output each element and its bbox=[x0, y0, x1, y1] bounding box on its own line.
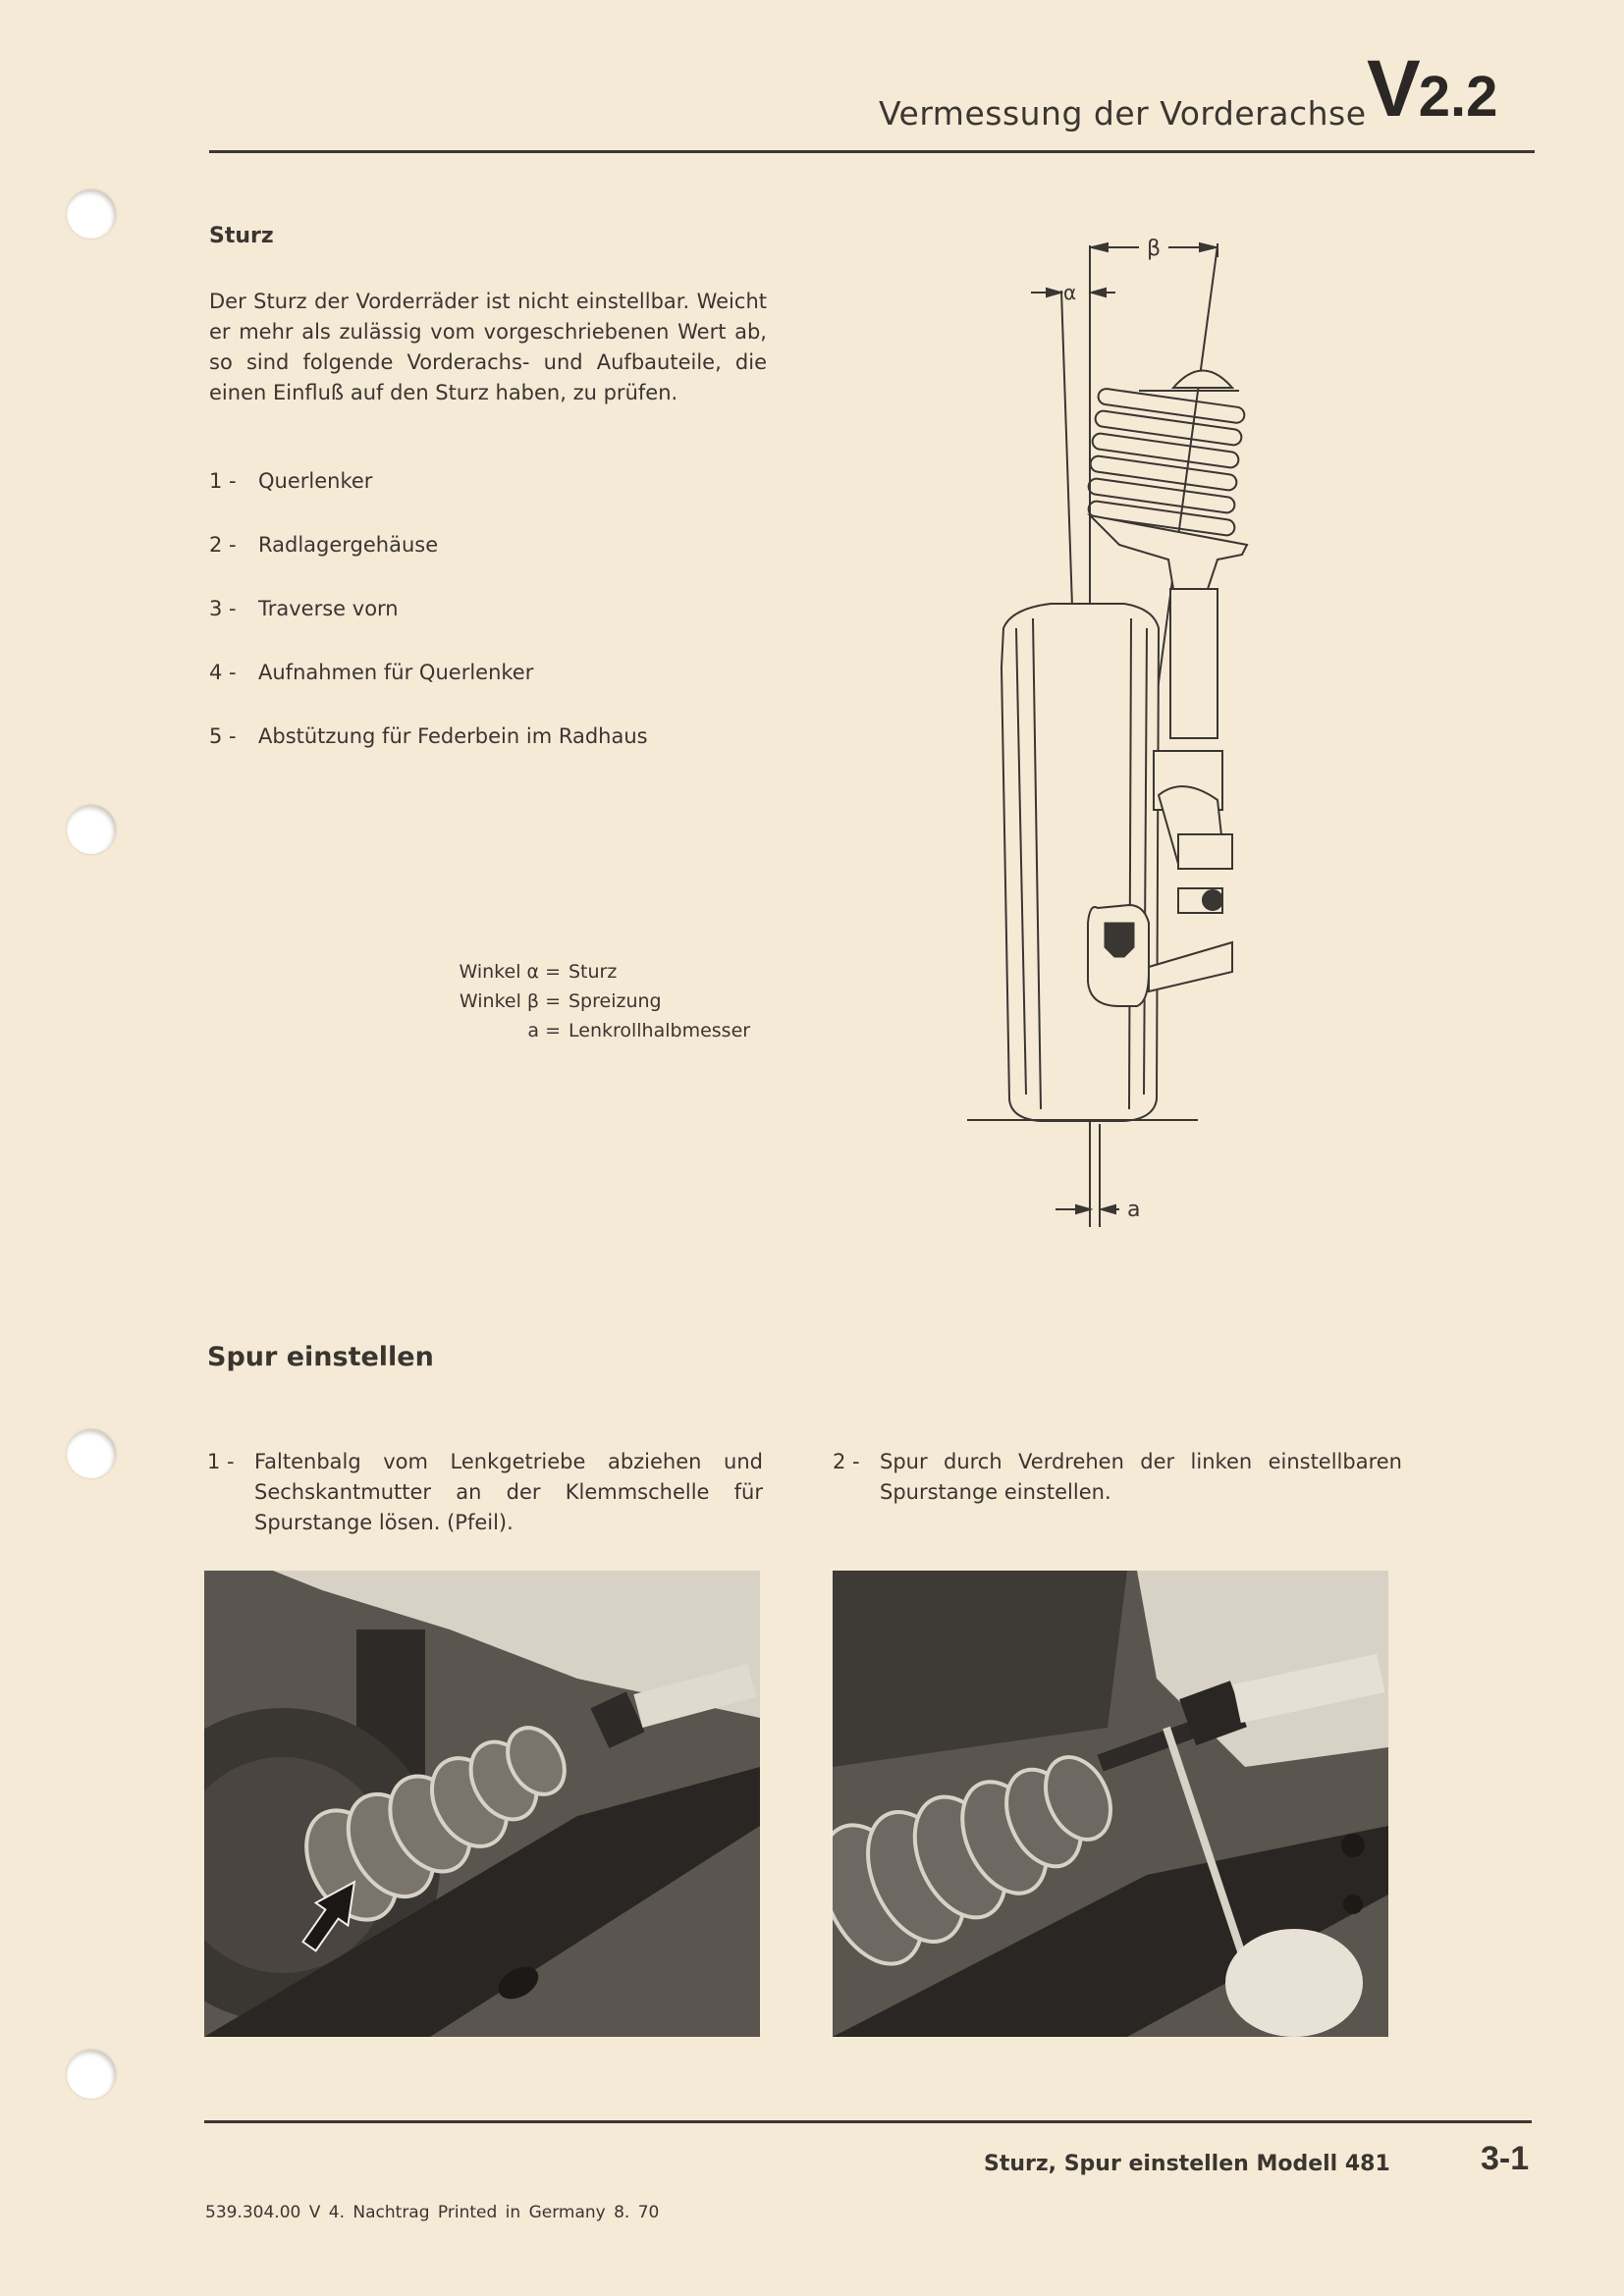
section-number: 2.2 bbox=[1418, 65, 1498, 129]
step-1: 1 - Faltenbalg vom Lenkgetriebe abziehen und Sechskantmutter an der Klemmschelle für Spurstange lösen. (Pfeil). bbox=[207, 1450, 763, 1534]
sturz-paragraph: Der Sturz der Vorderräder ist nicht einstellbar. Weicht er mehr als zulässig vom vorgeschriebenen Wert ab, so sind folgende Vorderachs- und Aufbauteile, die einen Einfluß auf den Sturz haben, zu prüfen. bbox=[209, 290, 767, 404]
hole-punch bbox=[67, 1429, 116, 1478]
hole-punch bbox=[67, 805, 116, 854]
hand bbox=[1225, 1929, 1363, 2037]
footer-rule bbox=[204, 2120, 1532, 2123]
strut-top-cap bbox=[1173, 371, 1232, 389]
label-a: a bbox=[1127, 1198, 1141, 1222]
header-rule bbox=[209, 150, 1535, 153]
section-code bbox=[1367, 43, 1497, 135]
list-item: 2 - Radlagergehäuse bbox=[209, 533, 439, 557]
page-header-title: Vermessung der Vorderachse bbox=[879, 94, 1367, 133]
page-number: 3-1 bbox=[1481, 2140, 1530, 2177]
photo-steering-boot-arrow bbox=[204, 1571, 760, 2037]
step-2: 2 - Spur durch Verdrehen der linken einstellbaren Spurstange einstellen. bbox=[833, 1450, 1402, 1504]
imprint-line: 539.304.00 V 4. Nachtrag Printed in Germany 8. 70 bbox=[205, 2203, 660, 2222]
section-heading-sturz: Sturz bbox=[209, 224, 274, 248]
section-heading-spur: Spur einstellen bbox=[207, 1342, 434, 1372]
legend-row: a = Lenkrollhalbmesser bbox=[527, 1020, 751, 1041]
list-item: 4 - Aufnahmen für Querlenker bbox=[209, 661, 534, 684]
diagram-legend bbox=[435, 957, 750, 1045]
section-letter: V bbox=[1367, 44, 1419, 133]
list-item: 3 - Traverse vorn bbox=[209, 597, 399, 620]
hole-punch bbox=[67, 189, 116, 239]
camber-diagram bbox=[943, 216, 1257, 1237]
legend-row: Winkel β = Spreizung bbox=[459, 990, 662, 1012]
label-beta: β bbox=[1147, 237, 1162, 261]
list-item: 1 - Querlenker bbox=[209, 469, 373, 493]
sturz-parts-list bbox=[209, 469, 648, 788]
hole-punch bbox=[67, 2050, 116, 2099]
list-item: 5 - Abstützung für Federbein im Radhaus bbox=[209, 724, 648, 748]
lower-control-arm bbox=[1149, 942, 1232, 991]
coil-spring bbox=[1088, 388, 1246, 536]
legend-row: Winkel α = Sturz bbox=[459, 961, 618, 983]
footer-title: Sturz, Spur einstellen Modell 481 bbox=[984, 2152, 1390, 2176]
photo-adjusting-tie-rod bbox=[833, 1571, 1388, 2037]
shock-absorber bbox=[1170, 589, 1218, 738]
label-alpha: α bbox=[1063, 281, 1077, 304]
